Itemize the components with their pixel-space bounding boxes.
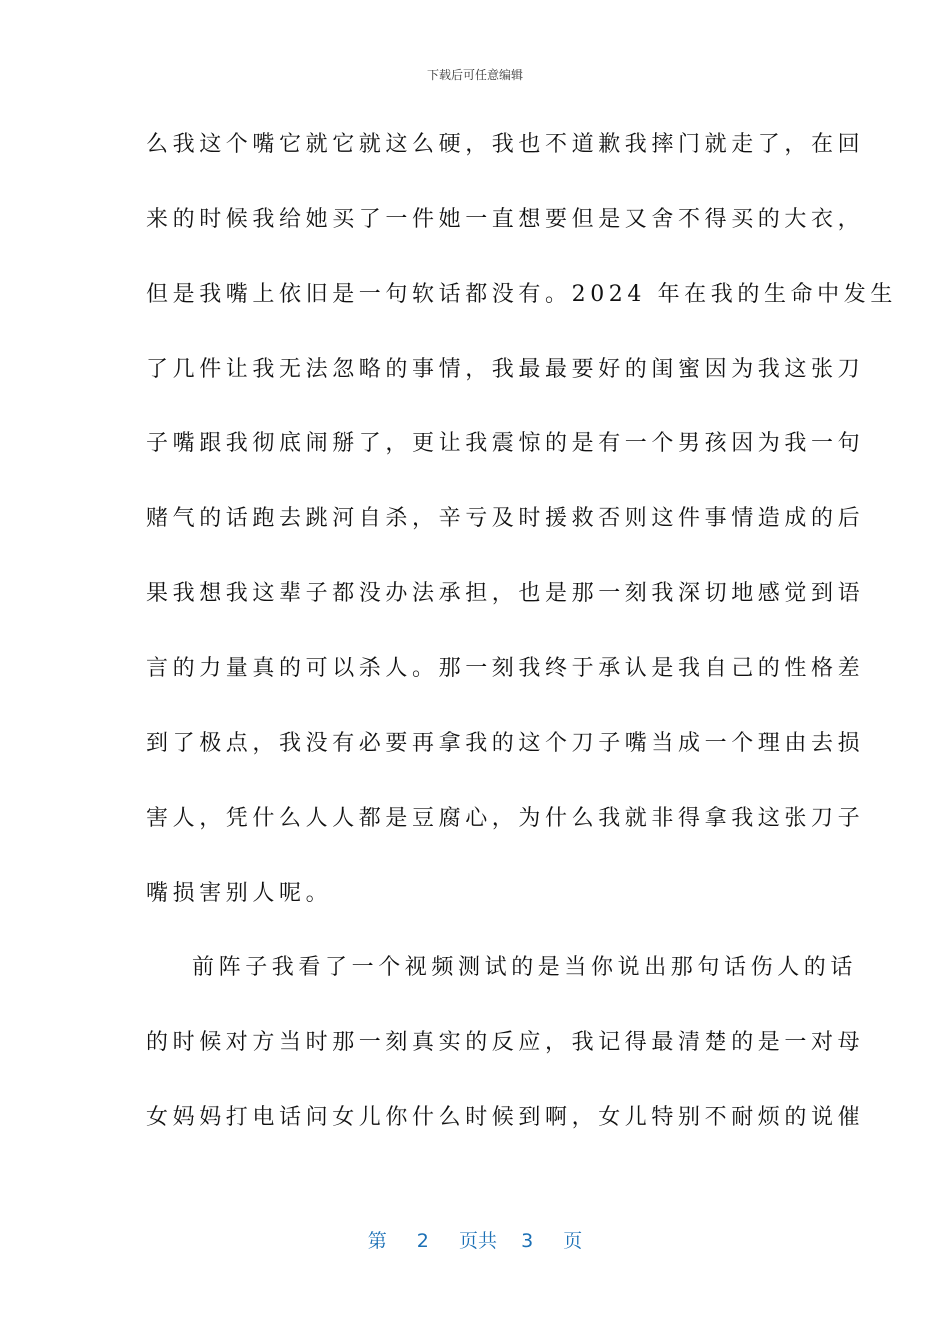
page-middle: 页共 [458,1230,497,1252]
text-line: 女妈妈打电话问女儿你什么时候到啊，女儿特别不耐烦的说催 [146,1105,865,1130]
text-line: 害人，凭什么人人都是豆腐心，为什么我就非得拿我这张刀子 [146,806,865,831]
text-line: 么我这个嘴它就它就这么硬，我也不道歉我摔门就走了，在回 [146,132,865,157]
text-line: 果我想我这辈子都没办法承担，也是那一刻我深切地感觉到语 [146,581,865,606]
text-line: 赌气的话跑去跳河自杀，辛亏及时援救否则这件事情造成的后 [146,506,865,531]
page-total: 3 [521,1230,534,1252]
page-current: 2 [416,1230,429,1252]
page-prefix: 第 [367,1230,387,1252]
text-line: 嘴损害别人呢。 [146,881,333,906]
paragraph-first-line: 前阵子我看了一个视频测试的是当你说出那句话伤人的话 [192,955,858,980]
text-line: 来的时候我给她买了一件她一直想要但是又舍不得买的大衣， [146,207,865,232]
text-line: 到了极点，我没有必要再拿我的这个刀子嘴当成一个理由去损 [146,731,865,756]
text-line: 了几件让我无法忽略的事情，我最最要好的闺蜜因为我这张刀 [146,357,865,382]
header-note: 下载后可任意编辑 [426,68,523,82]
text-line: 言的力量真的可以杀人。那一刻我终于承认是我自己的性格差 [146,656,865,681]
text-line: 的时候对方当时那一刻真实的反应，我记得最清楚的是一对母 [146,1030,865,1055]
page-suffix: 页 [563,1230,583,1252]
page-footer [0,1226,950,1253]
text-line: 但是我嘴上依旧是一句软话都没有。2024 年在我的生命中发生 [146,282,897,307]
text-line: 子嘴跟我彻底闹掰了，更让我震惊的是有一个男孩因为我一句 [146,431,865,456]
